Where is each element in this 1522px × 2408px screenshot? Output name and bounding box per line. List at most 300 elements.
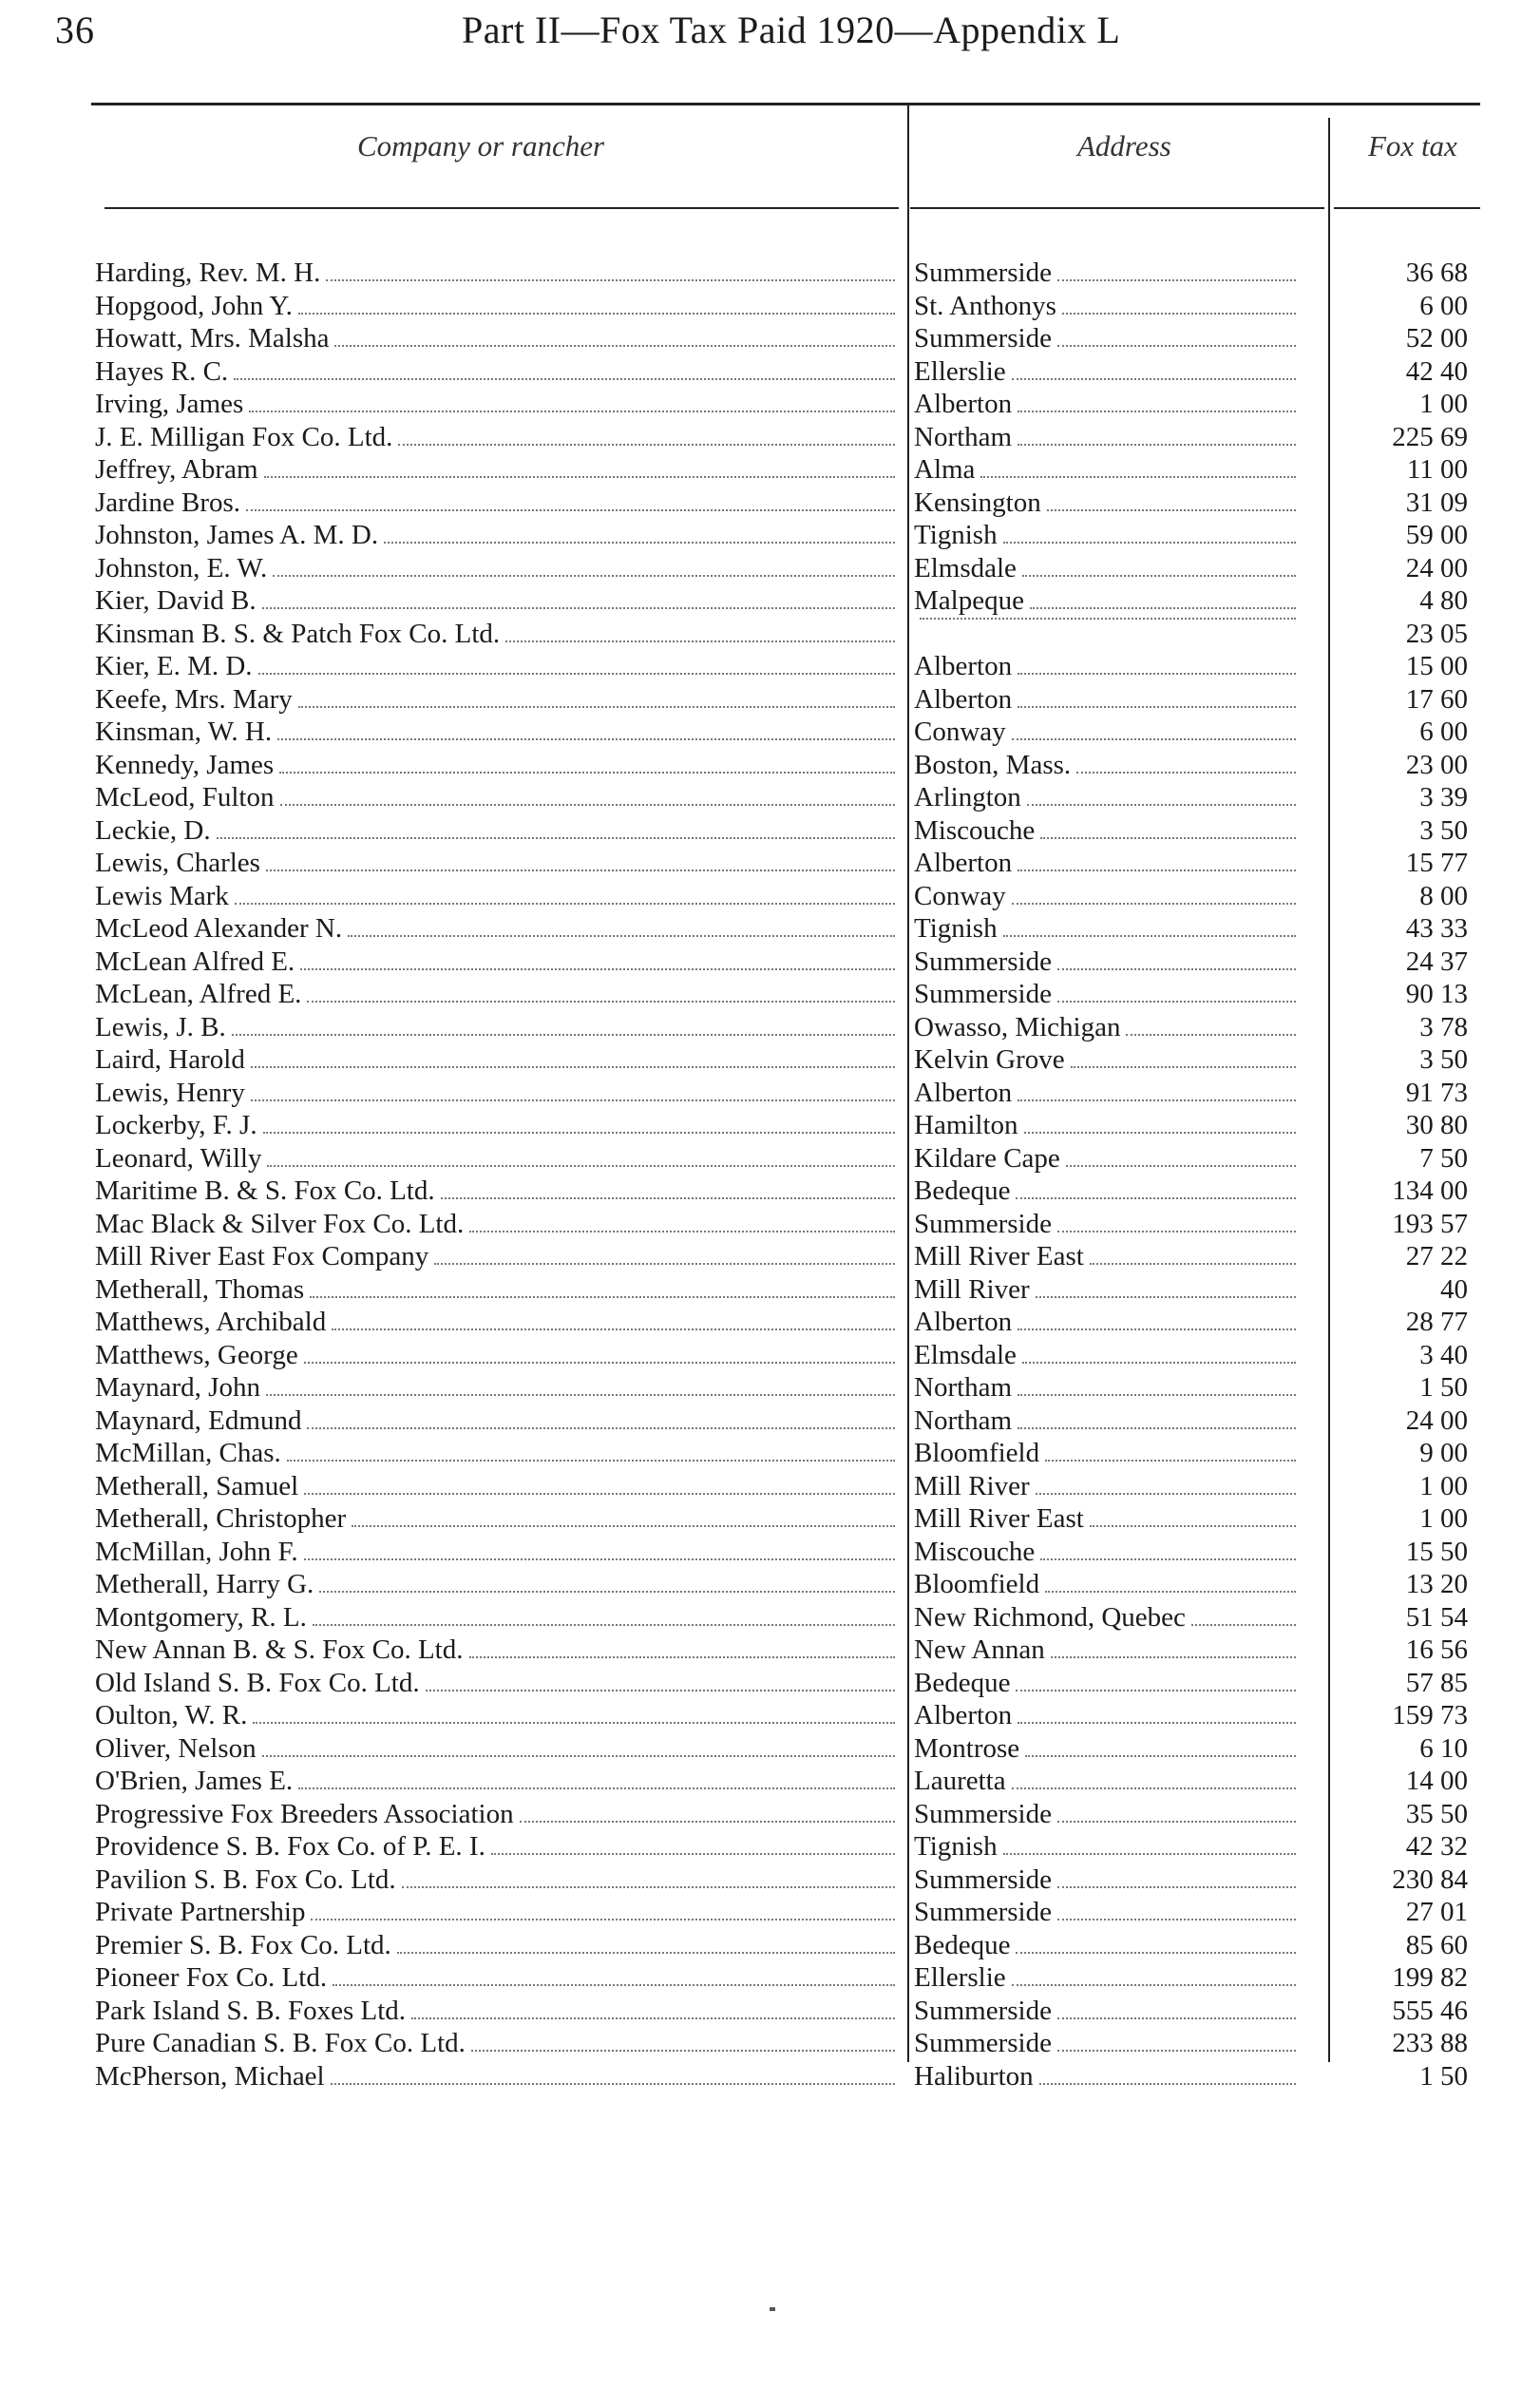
rancher-name-text: Harding, Rev. M. H. <box>95 258 321 288</box>
table-row <box>0 749 1522 782</box>
table-row <box>0 421 1522 454</box>
rancher-address <box>914 1568 1302 1601</box>
rancher-address-text: Miscouche <box>914 1536 1036 1567</box>
table-row <box>0 814 1522 848</box>
table-row <box>0 1077 1522 1110</box>
rancher-address-text: Mill River <box>914 1470 1030 1501</box>
rancher-address <box>914 1536 1302 1569</box>
rancher-address <box>914 1175 1302 1208</box>
dot-leader <box>491 1853 895 1855</box>
rancher-name-text: Premier S. B. Fox Co. Ltd. <box>95 1929 391 1960</box>
rancher-name-text: Kier, E. M. D. <box>95 651 253 681</box>
table-row <box>0 1961 1522 1995</box>
rancher-address-text: Malpeque <box>914 585 1024 616</box>
dot-leader <box>398 444 895 446</box>
header-bottom-rule-tax <box>1334 207 1480 209</box>
rancher-address <box>914 716 1302 749</box>
rancher-address <box>914 1240 1302 1273</box>
fox-tax-table <box>0 257 1522 2093</box>
rancher-address-text: Bloomfield <box>914 1438 1040 1468</box>
dot-leader <box>1057 1886 1296 1888</box>
dot-leader <box>319 1591 895 1593</box>
dot-leader <box>263 1132 895 1134</box>
dot-leader <box>304 1493 895 1495</box>
rancher-address-text: Summerside <box>914 946 1052 977</box>
rancher-name-text: Maritime B. & S. Fox Co. Ltd. <box>95 1175 435 1206</box>
rancher-address <box>914 781 1302 814</box>
rancher-name-text: Keefe, Mrs. Mary <box>95 683 293 715</box>
table-row <box>0 978 1522 1011</box>
dot-leader <box>384 542 895 544</box>
rancher-name <box>95 1536 901 1569</box>
rancher-name-text: Oliver, Nelson <box>95 1732 257 1764</box>
rancher-name-text: Lewis, Henry <box>95 1077 245 1108</box>
rancher-address-text: Alberton <box>914 1077 1013 1108</box>
rancher-name-text: Matthews, Archibald <box>95 1307 327 1337</box>
rancher-name <box>95 1929 901 1962</box>
dot-leader <box>1018 870 1296 871</box>
dot-leader <box>471 2050 895 2052</box>
rancher-address-text: Summerside <box>914 2028 1052 2058</box>
rancher-address-text: Summerside <box>914 258 1052 288</box>
table-row <box>0 618 1522 651</box>
rancher-name <box>95 1142 901 1175</box>
dot-leader <box>1012 903 1296 905</box>
rancher-name <box>95 1830 901 1863</box>
rancher-address <box>914 552 1302 585</box>
rancher-name-text: Mac Black & Silver Fox Co. Ltd. <box>95 1208 465 1239</box>
rancher-address <box>914 257 1302 290</box>
fox-tax-amount: 6 00 <box>1419 290 1468 321</box>
rancher-address <box>914 2027 1302 2060</box>
rancher-address-text: Conway <box>914 880 1006 911</box>
top-rule <box>91 103 1480 105</box>
rancher-name <box>95 978 901 1011</box>
rancher-address-text: Summerside <box>914 1798 1052 1829</box>
rancher-address-text: Elmsdale <box>914 1339 1017 1370</box>
dot-leader <box>1051 1656 1296 1658</box>
fox-tax-amount: 3 78 <box>1419 1011 1468 1042</box>
rancher-address-text: Arlington <box>914 782 1021 812</box>
dot-leader <box>1036 1296 1296 1298</box>
rancher-name-text: Leckie, D. <box>95 814 211 846</box>
dot-leader <box>1126 1034 1296 1036</box>
fox-tax-amount: 42 32 <box>1405 1831 1468 1862</box>
rancher-address-text: Summerside <box>914 1897 1052 1927</box>
fox-tax-amount: 24 00 <box>1405 552 1468 583</box>
fox-tax-amount: 6 10 <box>1419 1732 1468 1764</box>
rancher-address-text: Miscouche <box>914 814 1036 846</box>
rancher-address-text: Mill River <box>914 1273 1030 1305</box>
fox-tax-amount: 23 00 <box>1405 749 1468 780</box>
rancher-name <box>95 1043 901 1077</box>
rancher-address-text: Summerside <box>914 323 1052 354</box>
rancher-name <box>95 421 901 454</box>
table-row <box>0 290 1522 323</box>
page-title: Part II—Fox Tax Paid 1920—Appendix L <box>462 9 1121 51</box>
rancher-name <box>95 1175 901 1208</box>
rancher-name-text: Maynard, John <box>95 1372 260 1403</box>
rancher-name-text: Lewis Mark <box>95 880 229 911</box>
dot-leader <box>273 575 895 577</box>
rancher-address <box>914 355 1302 389</box>
table-row <box>0 388 1522 421</box>
dot-leader <box>300 968 895 970</box>
rancher-name <box>95 257 901 290</box>
fox-tax-amount: 24 37 <box>1405 946 1468 977</box>
fox-tax-amount: 28 77 <box>1405 1307 1468 1337</box>
fox-tax-amount: 1 00 <box>1419 1503 1468 1534</box>
dot-leader <box>1003 1853 1296 1855</box>
fox-tax-amount: 40 <box>1440 1273 1468 1305</box>
rancher-name <box>95 814 901 848</box>
dot-leader <box>258 673 895 675</box>
dot-leader <box>1057 2050 1296 2052</box>
table-row <box>0 912 1522 946</box>
rancher-name <box>95 388 901 421</box>
rancher-name <box>95 880 901 913</box>
fox-tax-amount: 3 50 <box>1419 814 1468 846</box>
dot-leader <box>1025 1755 1296 1757</box>
dot-leader <box>1016 1690 1296 1691</box>
rancher-name-text: Hopgood, John Y. <box>95 290 293 321</box>
dot-leader <box>1057 1231 1296 1233</box>
dot-leader <box>253 1722 895 1724</box>
table-row <box>0 1568 1522 1601</box>
fox-tax-amount: 24 00 <box>1405 1405 1468 1436</box>
fox-tax-amount: 225 69 <box>1392 421 1468 452</box>
table-row <box>0 1011 1522 1044</box>
dot-leader <box>1071 1066 1296 1068</box>
dot-leader <box>304 1558 895 1560</box>
dot-leader <box>326 279 895 281</box>
fox-tax-amount: 8 00 <box>1419 880 1468 911</box>
rancher-name-text: Private Partnership <box>95 1897 306 1927</box>
rancher-name-text: Irving, James <box>95 389 244 419</box>
rancher-name <box>95 1896 901 1929</box>
fox-tax-amount: 233 88 <box>1392 2028 1468 2058</box>
rancher-address <box>914 1339 1302 1372</box>
rancher-name-text: O'Brien, James E. <box>95 1766 294 1796</box>
table-row <box>0 1437 1522 1470</box>
table-row <box>0 1699 1522 1732</box>
rancher-address-text: Conway <box>914 717 1006 747</box>
dot-leader <box>311 1919 895 1921</box>
dot-leader <box>1040 837 1296 839</box>
rancher-address <box>914 1863 1302 1897</box>
rancher-address <box>914 1995 1302 2028</box>
rancher-name <box>95 1371 901 1405</box>
rancher-name <box>95 1208 901 1241</box>
dot-leader <box>411 2017 895 2019</box>
rancher-address <box>914 519 1302 552</box>
table-row <box>0 1142 1522 1175</box>
table-row <box>0 552 1522 585</box>
dot-leader <box>1057 968 1296 970</box>
dot-leader <box>1057 279 1296 281</box>
dot-leader <box>1018 1722 1296 1724</box>
rancher-name-text: McLeod Alexander N. <box>95 913 343 944</box>
table-row <box>0 1732 1522 1766</box>
dot-leader <box>1057 1821 1296 1823</box>
dot-leader <box>1003 935 1296 937</box>
rancher-address-text: Haliburton <box>914 2060 1034 2092</box>
table-row <box>0 781 1522 814</box>
fox-tax-amount: 4 80 <box>1419 585 1468 616</box>
rancher-name <box>95 847 901 880</box>
dot-leader <box>266 870 895 871</box>
rancher-name <box>95 1863 901 1897</box>
dot-leader <box>307 1001 895 1003</box>
table-row <box>0 1273 1522 1307</box>
rancher-address <box>914 1371 1302 1405</box>
rancher-address <box>914 978 1302 1011</box>
table-row <box>0 1240 1522 1273</box>
rancher-name <box>95 749 901 782</box>
rancher-address-text: Kensington <box>914 487 1041 518</box>
rancher-name-text: Metherall, Christopher <box>95 1503 347 1534</box>
fox-tax-amount: 16 56 <box>1405 1634 1468 1665</box>
rancher-address-text: Mill River East <box>914 1503 1084 1534</box>
fox-tax-amount: 199 82 <box>1392 1962 1468 1993</box>
table-row <box>0 946 1522 979</box>
rancher-name-text: McLean Alfred E. <box>95 946 295 977</box>
rancher-address-text: Alberton <box>914 389 1013 419</box>
table-row <box>0 650 1522 683</box>
dot-leader <box>234 378 895 380</box>
rancher-address-text: Montrose <box>914 1732 1020 1764</box>
dot-leader <box>217 837 895 839</box>
fox-tax-amount: 15 00 <box>1405 651 1468 681</box>
rancher-address <box>914 2060 1302 2093</box>
dot-leader <box>1016 1197 1296 1199</box>
rancher-address <box>914 487 1302 520</box>
rancher-name <box>95 322 901 355</box>
rancher-name <box>95 1667 901 1700</box>
fox-tax-amount: 31 09 <box>1405 487 1468 518</box>
dot-leader <box>520 1821 895 1823</box>
rancher-name-text: Hayes R. C. <box>95 355 229 387</box>
rancher-address <box>914 388 1302 421</box>
fox-tax-amount: 9 00 <box>1419 1438 1468 1468</box>
table-row <box>0 1043 1522 1077</box>
rancher-name <box>95 1240 901 1273</box>
rancher-address-text: Northam <box>914 1405 1013 1436</box>
rancher-address-text: New Richmond, Quebec <box>914 1601 1186 1633</box>
rancher-name <box>95 1732 901 1766</box>
rancher-name-text: Lockerby, F. J. <box>95 1110 257 1140</box>
rancher-name-text: Johnston, E. W. <box>95 552 268 583</box>
table-row <box>0 2027 1522 2060</box>
dot-leader <box>307 1427 895 1429</box>
dot-leader <box>1045 1591 1296 1593</box>
rancher-name-text: Providence S. B. Fox Co. of P. E. I. <box>95 1831 485 1862</box>
rancher-name-text: Leonard, Willy <box>95 1142 262 1174</box>
rancher-name-text: J. E. Milligan Fox Co. Ltd. <box>95 421 393 452</box>
fox-tax-amount: 15 77 <box>1405 848 1468 878</box>
rancher-address <box>914 1732 1302 1766</box>
rancher-name-text: Kennedy, James <box>95 749 275 780</box>
dot-leader <box>1018 1099 1296 1101</box>
dot-leader <box>1040 1558 1296 1560</box>
column-header-tax: Fox tax <box>1368 129 1457 162</box>
fox-tax-amount: 51 54 <box>1405 1601 1468 1633</box>
dot-leader <box>1012 738 1296 740</box>
rancher-address-text: Northam <box>914 421 1013 452</box>
rancher-address <box>914 1502 1302 1536</box>
page-number: 36 <box>55 9 95 51</box>
rancher-name <box>95 618 901 651</box>
rancher-address-text: Alberton <box>914 651 1013 681</box>
rancher-address-text: Summerside <box>914 979 1052 1009</box>
rancher-address <box>914 946 1302 979</box>
dot-leader <box>1027 804 1296 806</box>
table-row <box>0 519 1522 552</box>
rancher-address <box>914 1043 1302 1077</box>
page-header <box>55 8 1480 65</box>
rancher-name-text: Pavilion S. B. Fox Co. Ltd. <box>95 1863 396 1895</box>
fox-tax-amount: 57 85 <box>1405 1667 1468 1698</box>
dot-leader <box>310 1296 895 1298</box>
rancher-address-text: Bloomfield <box>914 1569 1040 1599</box>
rancher-address <box>914 1011 1302 1044</box>
table-row <box>0 847 1522 880</box>
rancher-name <box>95 946 901 979</box>
rancher-name <box>95 1601 901 1634</box>
rancher-name-text: Progressive Fox Breeders Association <box>95 1798 514 1829</box>
rancher-address <box>914 1470 1302 1503</box>
rancher-address <box>914 1634 1302 1667</box>
dot-leader <box>304 1362 895 1364</box>
dot-leader <box>1047 509 1296 511</box>
rancher-address-text: Ellerslie <box>914 1962 1006 1993</box>
fox-tax-amount: 91 73 <box>1405 1077 1468 1108</box>
rancher-name-text: McPherson, Michael <box>95 2060 325 2092</box>
dot-leader <box>1057 345 1296 347</box>
rancher-address-text: Mill River East <box>914 1241 1084 1271</box>
dot-leader <box>1018 411 1296 412</box>
rancher-name <box>95 355 901 389</box>
rancher-address <box>914 650 1302 683</box>
dot-leader <box>1018 1394 1296 1396</box>
table-row <box>0 453 1522 487</box>
dot-leader <box>1022 1362 1296 1364</box>
dot-leader <box>1012 378 1296 380</box>
dot-leader <box>235 903 895 905</box>
dot-leader <box>334 345 895 347</box>
rancher-address <box>914 1699 1302 1732</box>
rancher-address-text: St. Anthonys <box>914 290 1056 321</box>
rancher-name <box>95 1306 901 1339</box>
dot-leader <box>920 618 1296 620</box>
dot-leader <box>352 1525 895 1527</box>
rancher-address <box>914 814 1302 848</box>
dot-leader <box>1016 1952 1296 1954</box>
rancher-name <box>95 2060 901 2093</box>
table-row <box>0 1109 1522 1142</box>
fox-tax-amount: 159 73 <box>1392 1700 1468 1730</box>
rancher-name-text: McLean, Alfred E. <box>95 979 302 1009</box>
rancher-name-text: Park Island S. B. Foxes Ltd. <box>95 1995 407 2026</box>
rancher-address-text: Lauretta <box>914 1766 1006 1796</box>
rancher-address <box>914 584 1302 618</box>
rancher-name-text: Pure Canadian S. B. Fox Co. Ltd. <box>95 2028 466 2058</box>
rancher-address-text: Elmsdale <box>914 552 1017 583</box>
fox-tax-amount: 17 60 <box>1405 683 1468 715</box>
rancher-address-text: Alberton <box>914 683 1013 715</box>
rancher-name-text: New Annan B. & S. Fox Co. Ltd. <box>95 1634 464 1665</box>
rancher-name <box>95 683 901 717</box>
rancher-name-text: McMillan, Chas. <box>95 1438 281 1468</box>
dot-leader <box>434 1263 895 1265</box>
rancher-name <box>95 716 901 749</box>
rancher-name <box>95 584 901 618</box>
rancher-address <box>914 1077 1302 1110</box>
fox-tax-amount: 1 50 <box>1419 2060 1468 2092</box>
rancher-address <box>914 322 1302 355</box>
dot-leader <box>279 772 895 774</box>
rancher-name <box>95 453 901 487</box>
rancher-address-text: Hamilton <box>914 1110 1018 1140</box>
rancher-name <box>95 1405 901 1438</box>
table-row <box>0 1765 1522 1798</box>
dot-leader <box>251 1066 895 1068</box>
dot-leader <box>1191 1624 1296 1626</box>
dot-leader <box>1003 542 1296 544</box>
rancher-address-text: Alma <box>914 454 976 485</box>
rancher-name <box>95 1470 901 1503</box>
dot-leader <box>1039 2083 1296 2085</box>
rancher-address <box>914 1208 1302 1241</box>
rancher-name-text: Kinsman B. S. & Patch Fox Co. Ltd. <box>95 618 501 649</box>
table-row <box>0 1208 1522 1241</box>
rancher-name <box>95 650 901 683</box>
dot-leader <box>1045 1460 1296 1462</box>
dot-leader <box>469 1231 895 1233</box>
rancher-name <box>95 1765 901 1798</box>
table-row <box>0 1634 1522 1667</box>
table-row <box>0 1175 1522 1208</box>
rancher-address <box>914 749 1302 782</box>
dot-leader <box>1012 1787 1296 1789</box>
rancher-name-text: Johnston, James A. M. D. <box>95 520 379 550</box>
dot-leader <box>332 1328 895 1330</box>
rancher-name-text: McLeod, Fulton <box>95 782 275 812</box>
table-row <box>0 487 1522 520</box>
table-row <box>0 1405 1522 1438</box>
header-bottom-rule-address <box>910 207 1324 209</box>
fox-tax-amount: 30 80 <box>1405 1110 1468 1140</box>
rancher-name <box>95 1634 901 1667</box>
dot-leader <box>348 935 895 937</box>
dot-leader <box>266 1394 895 1396</box>
rancher-address-text: Ellerslie <box>914 355 1006 387</box>
rancher-address <box>914 1601 1302 1634</box>
fox-tax-amount: 15 50 <box>1405 1536 1468 1567</box>
dot-leader <box>1024 1132 1296 1134</box>
fox-tax-amount: 1 00 <box>1419 1470 1468 1501</box>
rancher-name-text: Laird, Harold <box>95 1044 245 1075</box>
rancher-address-text: Alberton <box>914 848 1013 878</box>
header-bottom-rule-company <box>105 207 899 209</box>
table-row <box>0 1306 1522 1339</box>
dot-leader <box>1057 2017 1296 2019</box>
rancher-address-text: New Annan <box>914 1634 1045 1665</box>
fox-tax-amount: 59 00 <box>1405 520 1468 550</box>
rancher-name-text: Mill River East Fox Company <box>95 1241 429 1271</box>
rancher-name <box>95 1077 901 1110</box>
rancher-name <box>95 1339 901 1372</box>
